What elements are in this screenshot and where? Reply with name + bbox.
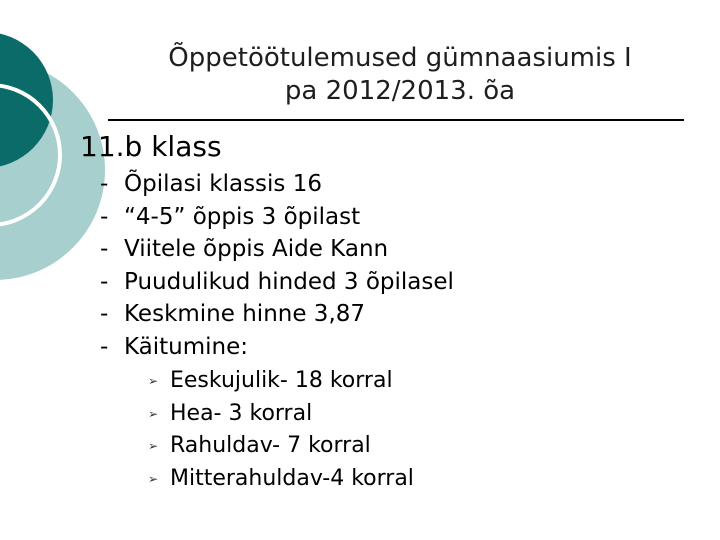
arrow-right-icon: ➢ (148, 374, 159, 388)
arrow-right-icon: ➢ (148, 439, 159, 453)
title-divider (108, 119, 684, 121)
dash-marker: - (100, 171, 109, 197)
arrow-right-icon: ➢ (148, 406, 159, 421)
title-line-1: Õppetöötulemused gümnaasiumis I (168, 43, 632, 73)
title-line-2: pa 2012/2013. õa (284, 76, 516, 106)
sub-list (148, 365, 414, 495)
list-item: - Õpilasi klassis 16 (100, 168, 454, 201)
bullet-list (100, 168, 454, 363)
dash-marker: - (100, 301, 109, 327)
dash-marker: - (100, 333, 109, 360)
list-item: - Käitumine: (100, 331, 454, 364)
list-item: - “4-5” õppis 3 õpilast (100, 201, 454, 234)
sub-list-item: ➢ Eeskujulik- 18 korral (148, 365, 414, 398)
list-item: - Viitele õppis Aide Kann (100, 233, 454, 266)
class-heading: 11.b klass (80, 130, 222, 163)
dash-marker: - (100, 203, 109, 230)
sub-list-item: ➢ Mitterahuldav-4 korral (148, 463, 414, 496)
dash-marker: - (100, 236, 109, 262)
slide-title (100, 42, 700, 108)
dash-marker: - (100, 268, 109, 295)
list-item: - Puudulikud hinded 3 õpilasel (100, 266, 454, 299)
arrow-right-icon: ➢ (148, 471, 159, 486)
sub-list-item: ➢ Hea- 3 korral (148, 398, 414, 431)
list-item: - Keskmine hinne 3,87 (100, 298, 454, 331)
sub-list-item: ➢ Rahuldav- 7 korral (148, 430, 414, 463)
